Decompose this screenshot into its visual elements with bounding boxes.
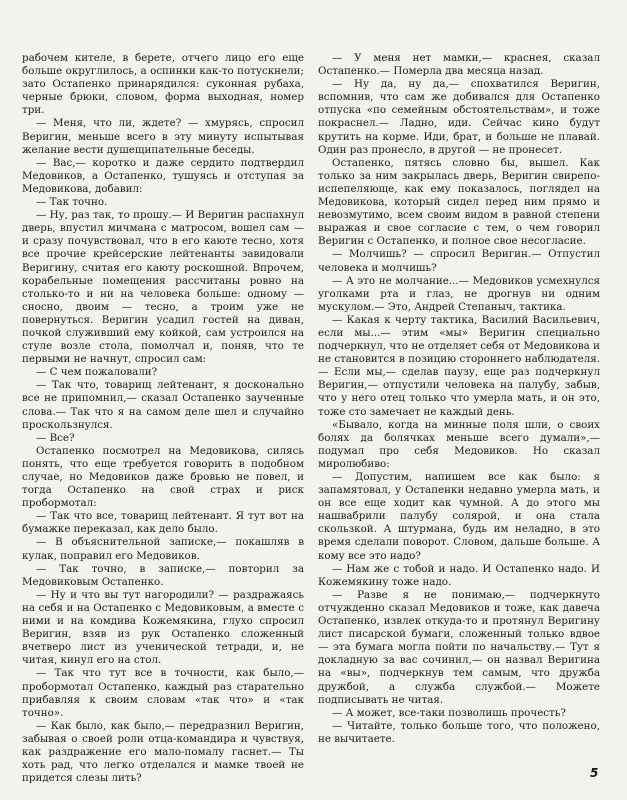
paragraph: — Так точно. xyxy=(36,196,108,209)
paragraph: — Читайте, только больше того, что положено, не вычитаете. xyxy=(318,719,600,745)
paragraph: — Меня, что ли, ждете? — хмурясь, спросил Веригин, меньше всего в эту минуту испытывая желание вести душещипательные беседы. xyxy=(22,117,304,156)
paragraph: — В объяснительной записке,— покашляв в кулак, поправил его Медовиков. xyxy=(22,536,304,562)
paragraph: — Так что, товарищ лейтенант, я доскональнo все не припомнил,— сказал Остапенко заученные слова.— Так что я на самом деле шел и случайно проскользнулся. xyxy=(22,379,304,431)
paragraph: — А это не молчание...— Медовиков усмехнулся уголками рта и глаз, не дрогнув ни одним мускулом.— Это, Андрей Степаныч, тактика. xyxy=(318,274,600,313)
paragraph: — Нам же с тобой и надо. И Остапенко надо. И Кожемякину тоже надо. xyxy=(318,562,600,588)
paragraph: — С чем пожаловали? xyxy=(36,366,158,379)
paragraph: — Какая к черту тактика, Василий Васильевич, если мы...— этим «мы» Веригин специально подчеркнул, что не отделяет себя от Медовикова и не становится в позицию стороннего наблюдателя.— Если мы,— сделав паузу, еще раз подчеркнул Веригин,— отпустили человека на палубу, забыв, что у него отец только что умерла мать, и он это, тоже сто замечает не каждый день. xyxy=(318,313,600,418)
paragraph: — Допустим, напишем все как было: я запамятовал, у Остапенки недавно умерла мать, и он все еще ходит как чумной. А до этого мы нашвабрили палубу солярой, и она стала скользкой. А штурмана, будь им неладно, в это время сделали поворот. Словом, дальше больше. А кому все это надо? xyxy=(318,471,600,562)
paragraph: — Все? xyxy=(36,431,75,444)
paragraph: — Так что все, товарищ лейтенант. Я тут вот на бумажке переказал, как дело было. xyxy=(22,510,304,536)
paragraph: — Ну, раз так, то прошу.— И Веригин распахнул дверь, впустил мичмана с матросом, вошел сам — и сразу почувствовал, что в его каюте тесно, хотя все прочие крейсерские лейтенанты завидовали Веригину, считая его каюту роскошной. Впрочем, корабельные помещения рассчитаны ровно на столько-то и ни на человека больше: одному — сносно, двоим — тесно, а троим уже не повернуться. Веригин усадил гостей на диван, почкой служивший ему койкой, сам устроился на стуле возле стола, помолчал и, поняв, что те первыми не начнут, спросил сам: xyxy=(22,209,304,366)
paragraph: — Так точно, в записке,— повторил за Медовиковым Остапенко. xyxy=(22,562,304,588)
paragraph: — Ну и что вы тут нагородили? — раздражаясь на себя и на Остапенко с Медовиковым, а вместе с ними и на комдива Кожемякина, глухо спросил Веригин, взяв из рук Остапенко сложенный вчетверо лист из ученической тетради, и, не читая, кинул его на стол. xyxy=(22,588,304,667)
paragraph: рабочем кителе, в берете, отчего лицо его еще больше округлилось, а оспинки как-то потускнели; зато Остапенко принарядился: суконная рубаха, черные брюки, словом, форма выходная, номер три. xyxy=(22,52,304,117)
paragraph: — Разве я не понимаю,— подчеркнуто отчужденно сказал Медовиков и тоже, как давеча Остапенко, извлек откуда-то и протянул Веригину лист писарской бумаги, сложенный только вдвое — эта бумага могла пойти по начальству.— Тут я докладную за вас сочинил,— он назвал Веригина на «вы», подчеркнув тем самым, что дружба дружбой, а служба службой.— Можете подписывать не читая. xyxy=(318,588,600,706)
paragraph: — Так что тут все в точности, как было,— пробормотал Остапенко, каждый раз старательно прибавляя к своим словам «так что» и «так точно». xyxy=(22,667,304,719)
paragraph: — Молчишь? — спросил Веригин.— Отпустил человека и молчишь? xyxy=(318,248,600,274)
paragraph: — А может, все-таки позволишь прочесть? xyxy=(332,706,566,719)
left-text-column xyxy=(22,52,304,785)
paragraph: Остапенко посмотрел на Медовикова, силясь понять, что еще требуется говорить в подобном случае, но Медовиков даже бровью не повел, и тогда Остапенко на свой страх и риск пробормотал: xyxy=(22,444,304,510)
page-number: 5 xyxy=(590,766,599,780)
right-text-column xyxy=(318,52,600,746)
paragraph: — Вас,— коротко и даже сердито подтвердил Медовиков, а Остапенко, тушуясь и отступая за Медовикова, добавил: xyxy=(22,156,304,195)
paragraph: — Ну да, ну да,— спохватился Веригин, вспомнив, что сам же добивался для Остапенко отпуска «по семейным обстоятельствам», и тоже покраснел.— Ладно, иди. Сейчас кино будут крутить на корме. Иди, брат, и больше не плавай. Один раз пронесло, в другой — не пронесет. xyxy=(318,78,600,156)
paragraph: Остапенко, пятясь словно бы, вышел. Как только за ним закрылась дверь, Веригин свирепо-испепеляюще, как ему показалось, поглядел на Медовикова, который сидел перед ним прямо и невозмутимо, всем своим видом в равной степени выражая и свое согласие с тем, о чем говорил Веригин с Остапенко, и полное свое несогласие. xyxy=(318,156,600,248)
paragraph: — Как было, как было,— передразнил Веригин, забывая о своей роли отца-командира и чувствуя, как раздражение его мало-помалу гаснет.— Ты хоть рад, что легко отделался и мамке твоей не придется слезы лить? xyxy=(22,719,304,785)
paragraph: — У меня нет мамки,— краснея, сказал Остапенко.— Померла два месяца назад. xyxy=(318,52,600,78)
paragraph: «Бывало, когда на минные поля шли, о своих болях да болячках меньше всего думали»,— подумал про себя Медовиков. Но сказал миролюбиво: xyxy=(318,418,600,470)
